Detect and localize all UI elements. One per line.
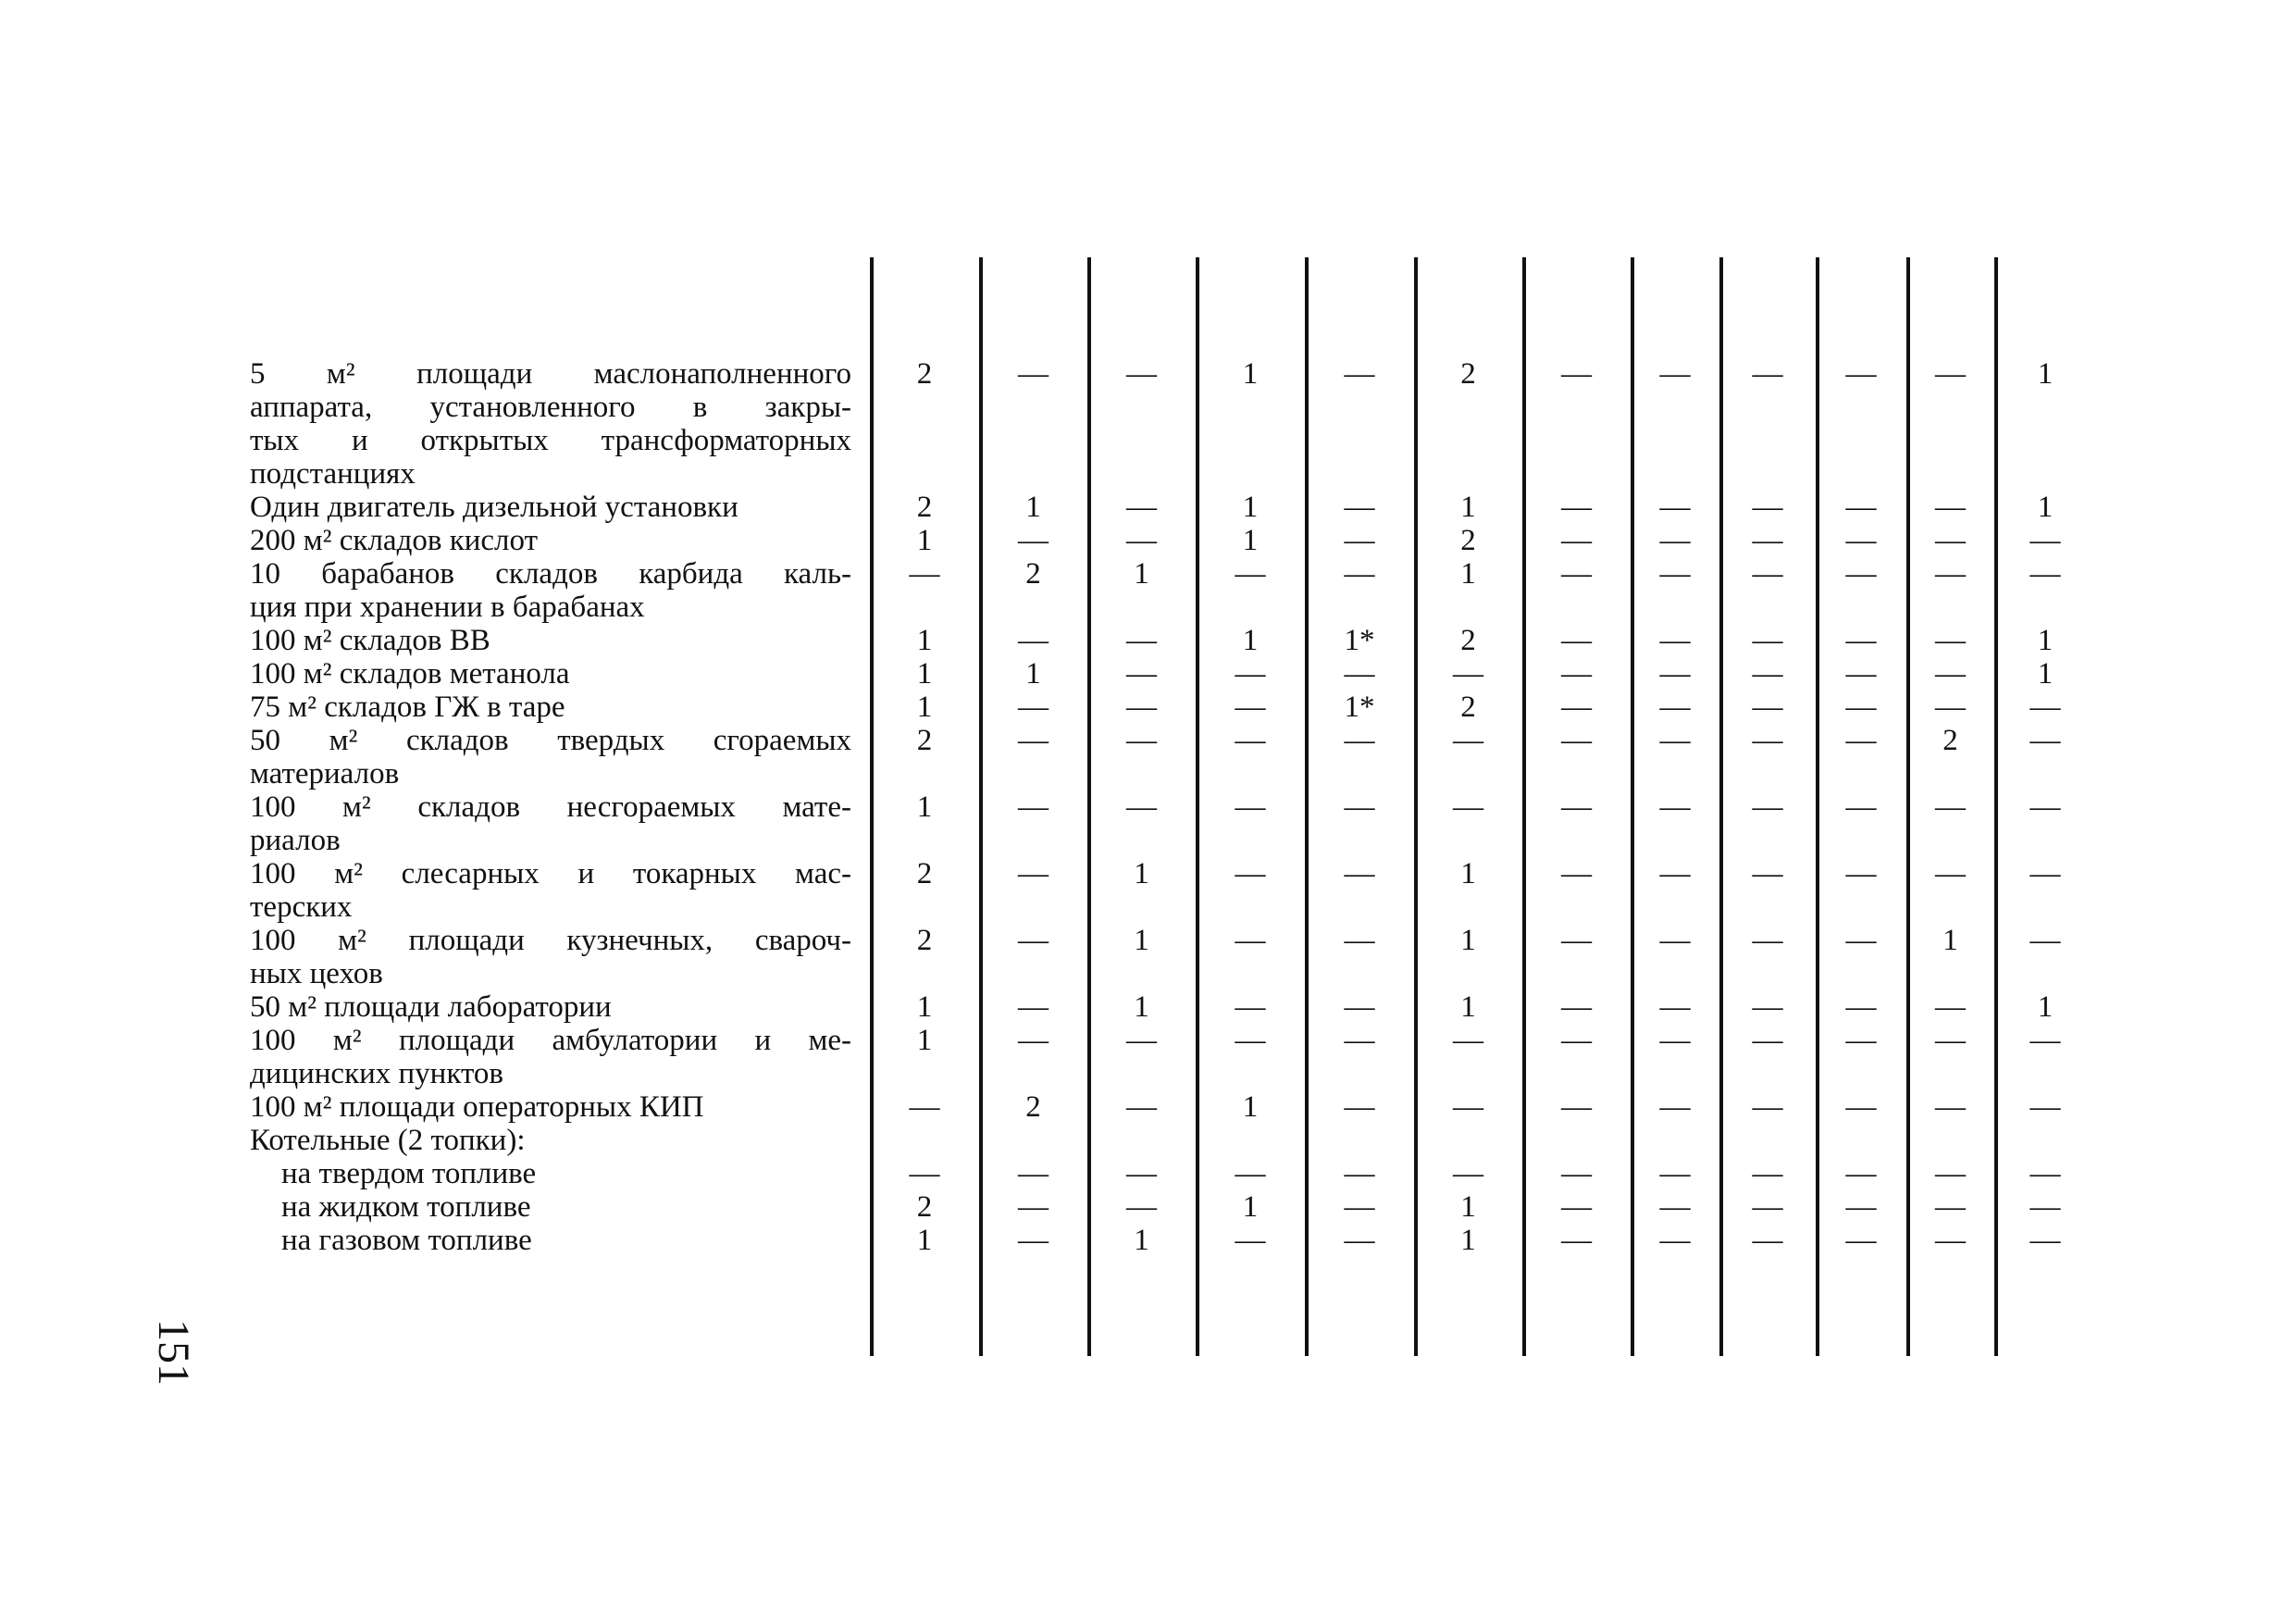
table-cell: — (1935, 1224, 1966, 1257)
table-cell: — (1752, 1224, 1783, 1257)
table-cell: — (1561, 990, 1592, 1024)
row-label-line: 200 м² складов кислот (250, 524, 538, 557)
table-cell: — (1344, 990, 1375, 1024)
table-cell: — (1752, 1157, 1783, 1190)
table-cell: — (1344, 724, 1375, 757)
page-number: 151 (149, 1319, 198, 1386)
table-cell: — (1344, 357, 1375, 391)
row-label-line: дицинских пунктов (250, 1057, 504, 1090)
table-cell: — (1752, 1190, 1783, 1224)
table-cell: — (1935, 1090, 1966, 1124)
table-cell: — (1561, 1024, 1592, 1057)
row-label-line: ных цехов (250, 957, 383, 990)
table-cell: — (1659, 357, 1691, 391)
table-cell: — (1235, 1024, 1266, 1057)
table-cell: — (1659, 924, 1691, 957)
table-cell: — (1845, 1190, 1877, 1224)
table-cell: — (1752, 924, 1783, 957)
table-cell: 2 (916, 491, 933, 524)
table-cell: — (1453, 1024, 1483, 1057)
table-cell: — (1561, 557, 1592, 591)
table-cell: — (1659, 1024, 1691, 1057)
row-label-line: 100 м² площади операторных КИП (250, 1090, 704, 1124)
table-cell: — (1453, 790, 1483, 824)
table-cell: — (1845, 790, 1877, 824)
table-cell: — (1453, 657, 1483, 691)
table-cell: — (1659, 557, 1691, 591)
column-rule (1816, 257, 1819, 1356)
table-cell: — (1561, 691, 1592, 724)
table-cell: — (1561, 857, 1592, 890)
table-cell: — (1752, 657, 1783, 691)
table-cell: — (1126, 1157, 1157, 1190)
table-cell: — (1018, 624, 1049, 657)
table-cell: 1 (916, 790, 933, 824)
table-cell: — (2029, 924, 2061, 957)
table-cell: — (2029, 1090, 2061, 1124)
table-cell: — (1344, 857, 1375, 890)
table-cell: 1* (1344, 624, 1375, 657)
table-cell: — (1752, 491, 1783, 524)
table-cell: 1 (1134, 1224, 1149, 1257)
row-label-line: на жидком топливе (281, 1190, 531, 1224)
table-cell: — (1344, 790, 1375, 824)
table-cell: 1 (1134, 857, 1149, 890)
table-cell: 1 (1025, 491, 1041, 524)
table-cell: — (1561, 657, 1592, 691)
table-cell: 2 (916, 857, 933, 890)
table-cell: — (1659, 691, 1691, 724)
column-rule (1305, 257, 1309, 1356)
table-cell: — (1659, 624, 1691, 657)
table-cell: — (1752, 624, 1783, 657)
table-cell: — (1561, 1190, 1592, 1224)
table-cell: — (2029, 524, 2061, 557)
table-cell: — (1018, 990, 1049, 1024)
table-cell: 1 (1460, 1224, 1476, 1257)
table-cell: — (1235, 724, 1266, 757)
table-cell: 2 (1460, 357, 1476, 391)
table-cell: — (1235, 557, 1266, 591)
table-cell: — (1344, 1157, 1375, 1190)
row-label-line: терских (250, 890, 353, 924)
table-cell: — (1235, 1157, 1266, 1190)
row-label-line: ция при хранении в барабанах (250, 591, 645, 624)
table-cell: — (1845, 491, 1877, 524)
table-cell: — (1659, 1224, 1691, 1257)
table-cell: — (1659, 724, 1691, 757)
table-cell: — (1752, 524, 1783, 557)
table-cell: 1 (1242, 491, 1259, 524)
table-cell: — (1344, 1090, 1375, 1124)
table-cell: 1 (2037, 491, 2054, 524)
table-cell: 1 (1242, 624, 1259, 657)
table-cell: 1 (1134, 924, 1149, 957)
table-cell: — (1126, 1090, 1157, 1124)
table-cell: — (1344, 524, 1375, 557)
table-cell: — (1126, 790, 1157, 824)
table-cell: 1 (1942, 924, 1958, 957)
table-cell: 1 (1242, 357, 1259, 391)
table-cell: — (1126, 1190, 1157, 1224)
table-cell: — (1344, 1024, 1375, 1057)
table-cell: — (1126, 657, 1157, 691)
table-cell: 2 (1460, 691, 1476, 724)
table-cell: — (1935, 1024, 1966, 1057)
column-rule (1906, 257, 1910, 1356)
table-cell: — (1752, 857, 1783, 890)
table-cell: — (1752, 557, 1783, 591)
table-cell: — (1018, 924, 1049, 957)
table-cell: — (1561, 524, 1592, 557)
table-cell: 1* (1344, 691, 1375, 724)
column-rule (1087, 257, 1091, 1356)
table-cell: 1 (2037, 657, 2054, 691)
table-cell: 1 (1460, 1190, 1476, 1224)
table-cell: — (1935, 557, 1966, 591)
table-cell: 1 (1134, 990, 1149, 1024)
table-cell: — (1659, 857, 1691, 890)
table-cell: 1 (1460, 491, 1476, 524)
table-cell: — (1935, 657, 1966, 691)
table-cell: 1 (1242, 1190, 1259, 1224)
table-cell: — (1561, 491, 1592, 524)
row-label-line: 100 м² слесарных и токарных мас- (250, 857, 851, 890)
table-cell: 1 (916, 691, 933, 724)
table-cell: — (1126, 491, 1157, 524)
column-rule (1631, 257, 1634, 1356)
table-cell: — (1018, 857, 1049, 890)
table-cell: — (1561, 790, 1592, 824)
table-cell: — (1018, 1024, 1049, 1057)
table-cell: — (2029, 1224, 2061, 1257)
table-cell: — (1752, 691, 1783, 724)
table-cell: — (1235, 790, 1266, 824)
table-cell: — (1126, 1024, 1157, 1057)
table-cell: — (1845, 724, 1877, 757)
table-cell: — (1845, 924, 1877, 957)
table-cell: — (1752, 990, 1783, 1024)
table-cell: — (909, 1157, 940, 1190)
row-label-line: Котельные (2 топки): (250, 1124, 526, 1157)
table-cell: — (1845, 857, 1877, 890)
table-cell: — (1845, 1224, 1877, 1257)
table-cell: — (1659, 491, 1691, 524)
table-cell: — (2029, 557, 2061, 591)
table-cell: — (1845, 657, 1877, 691)
table-cell: — (1453, 1157, 1483, 1190)
table-cell: — (2029, 1157, 2061, 1190)
table-cell: — (2029, 857, 2061, 890)
row-label-line: 50 м² площади лаборатории (250, 990, 612, 1024)
table-cell: 1 (916, 657, 933, 691)
table-cell: 2 (916, 724, 933, 757)
table-cell: — (1935, 990, 1966, 1024)
table-cell: 1 (1134, 557, 1149, 591)
table-cell: — (1659, 1190, 1691, 1224)
table-cell: — (1018, 691, 1049, 724)
table-cell: — (1845, 691, 1877, 724)
row-label-line: аппарата, установленного в закры- (250, 391, 851, 424)
table-cell: — (1126, 524, 1157, 557)
table-cell: — (1752, 1090, 1783, 1124)
table-cell: — (1935, 624, 1966, 657)
row-label-line: 100 м² площади амбулатории и ме- (250, 1024, 851, 1057)
table-cell: — (1344, 1190, 1375, 1224)
table-cell: — (1126, 691, 1157, 724)
table-cell: — (1344, 491, 1375, 524)
table-cell: — (1126, 357, 1157, 391)
table-cell: 1 (2037, 990, 2054, 1024)
row-label-line: Один двигатель дизельной установки (250, 491, 738, 524)
table-cell: — (1659, 1157, 1691, 1190)
table-cell: — (1752, 357, 1783, 391)
column-rule (1522, 257, 1526, 1356)
row-label-line: 100 м² складов ВВ (250, 624, 490, 657)
table-cell: — (1235, 924, 1266, 957)
table-cell: — (1752, 1024, 1783, 1057)
table-cell: — (1561, 1224, 1592, 1257)
table-cell: 1 (916, 624, 933, 657)
table-cell: — (1845, 1157, 1877, 1190)
table-cell: — (1935, 357, 1966, 391)
column-rule (1719, 257, 1723, 1356)
table-cell: — (2029, 691, 2061, 724)
row-label-line: 100 м² площади кузнечных, свароч- (250, 924, 851, 957)
table-cell: — (1453, 1090, 1483, 1124)
table-cell: — (1935, 691, 1966, 724)
table-cell: — (1561, 1090, 1592, 1124)
table-cell: 1 (1460, 924, 1476, 957)
table-cell: — (1018, 1224, 1049, 1257)
table-cell: — (1344, 924, 1375, 957)
table-cell: — (909, 1090, 940, 1124)
row-label-line: риалов (250, 824, 341, 857)
table-cell: 1 (916, 1224, 933, 1257)
table-cell: — (1018, 1157, 1049, 1190)
column-rule (979, 257, 983, 1356)
table-cell: — (1344, 657, 1375, 691)
table-cell: — (1845, 357, 1877, 391)
table-cell: — (1561, 1157, 1592, 1190)
table-cell: — (1659, 524, 1691, 557)
table-cell: — (1561, 624, 1592, 657)
table-cell: 2 (916, 924, 933, 957)
table-cell: — (1344, 557, 1375, 591)
row-label-line: 100 м² складов несгораемых мате- (250, 790, 851, 824)
table-cell: 1 (1460, 857, 1476, 890)
table-cell: — (1235, 657, 1266, 691)
table-cell: 1 (1025, 657, 1041, 691)
table-cell: — (2029, 790, 2061, 824)
table-cell: — (1018, 1190, 1049, 1224)
row-label-line: 10 барабанов складов карбида каль- (250, 557, 851, 591)
table-cell: — (1845, 990, 1877, 1024)
table-cell: — (1845, 1024, 1877, 1057)
table-cell: — (1126, 624, 1157, 657)
table-cell: — (1935, 491, 1966, 524)
row-label-line: на газовом топливе (281, 1224, 532, 1257)
table-cell: — (1752, 724, 1783, 757)
table-cell: 2 (1942, 724, 1958, 757)
row-label-line: 100 м² складов метанола (250, 657, 570, 691)
table-cell: — (1659, 1090, 1691, 1124)
table-cell: — (1561, 357, 1592, 391)
table-cell: — (1752, 790, 1783, 824)
table-cell: — (1935, 857, 1966, 890)
table-cell: 2 (1025, 557, 1041, 591)
table-cell: 1 (1460, 557, 1476, 591)
row-label-line: 75 м² складов ГЖ в таре (250, 691, 565, 724)
column-rule (1414, 257, 1418, 1356)
row-label-line: тых и открытых трансформаторных (250, 424, 851, 457)
table-cell: 1 (1460, 990, 1476, 1024)
table-cell: — (1935, 524, 1966, 557)
table-cell: — (2029, 1024, 2061, 1057)
table-cell: — (1235, 857, 1266, 890)
table-cell: — (1018, 790, 1049, 824)
table-cell: 2 (916, 1190, 933, 1224)
table-cell: 1 (2037, 357, 2054, 391)
table-cell: 1 (1242, 1090, 1259, 1124)
column-rule (1196, 257, 1199, 1356)
column-rule (1994, 257, 1998, 1356)
table-cell: 1 (2037, 624, 2054, 657)
table-cell: — (1344, 1224, 1375, 1257)
table-cell: — (1659, 790, 1691, 824)
table-cell: 1 (916, 1024, 933, 1057)
table-cell: — (1453, 724, 1483, 757)
table-cell: — (1561, 924, 1592, 957)
table-cell: 1 (916, 524, 933, 557)
table-cell: — (1126, 724, 1157, 757)
row-label-line: 5 м² площади маслонаполненного (250, 357, 851, 391)
table-cell: 2 (916, 357, 933, 391)
table-cell: 2 (1460, 624, 1476, 657)
row-label-line: на твердом топливе (281, 1157, 537, 1190)
row-label-line: материалов (250, 757, 400, 790)
table-cell: — (1845, 624, 1877, 657)
table-cell: — (1235, 691, 1266, 724)
table-cell: — (1235, 990, 1266, 1024)
row-label-line: 50 м² складов твердых сгораемых (250, 724, 851, 757)
table-cell: — (1935, 1157, 1966, 1190)
table-cell: — (1018, 724, 1049, 757)
row-label-line: подстанциях (250, 457, 416, 491)
table-cell: 2 (1025, 1090, 1041, 1124)
table-cell: — (1935, 1190, 1966, 1224)
table-cell: — (1018, 524, 1049, 557)
table-cell: 1 (1242, 524, 1259, 557)
table-cell: — (909, 557, 940, 591)
table-cell: — (2029, 724, 2061, 757)
table-cell: — (1845, 1090, 1877, 1124)
table-cell: — (1561, 724, 1592, 757)
table-cell: — (1845, 557, 1877, 591)
table-cell: 1 (916, 990, 933, 1024)
table-cell: — (1935, 790, 1966, 824)
table-cell: 2 (1460, 524, 1476, 557)
table-cell: — (1659, 657, 1691, 691)
table-cell: — (2029, 1190, 2061, 1224)
table-cell: — (1845, 524, 1877, 557)
table-cell: — (1018, 357, 1049, 391)
table-cell: — (1235, 1224, 1266, 1257)
table-cell: — (1659, 990, 1691, 1024)
